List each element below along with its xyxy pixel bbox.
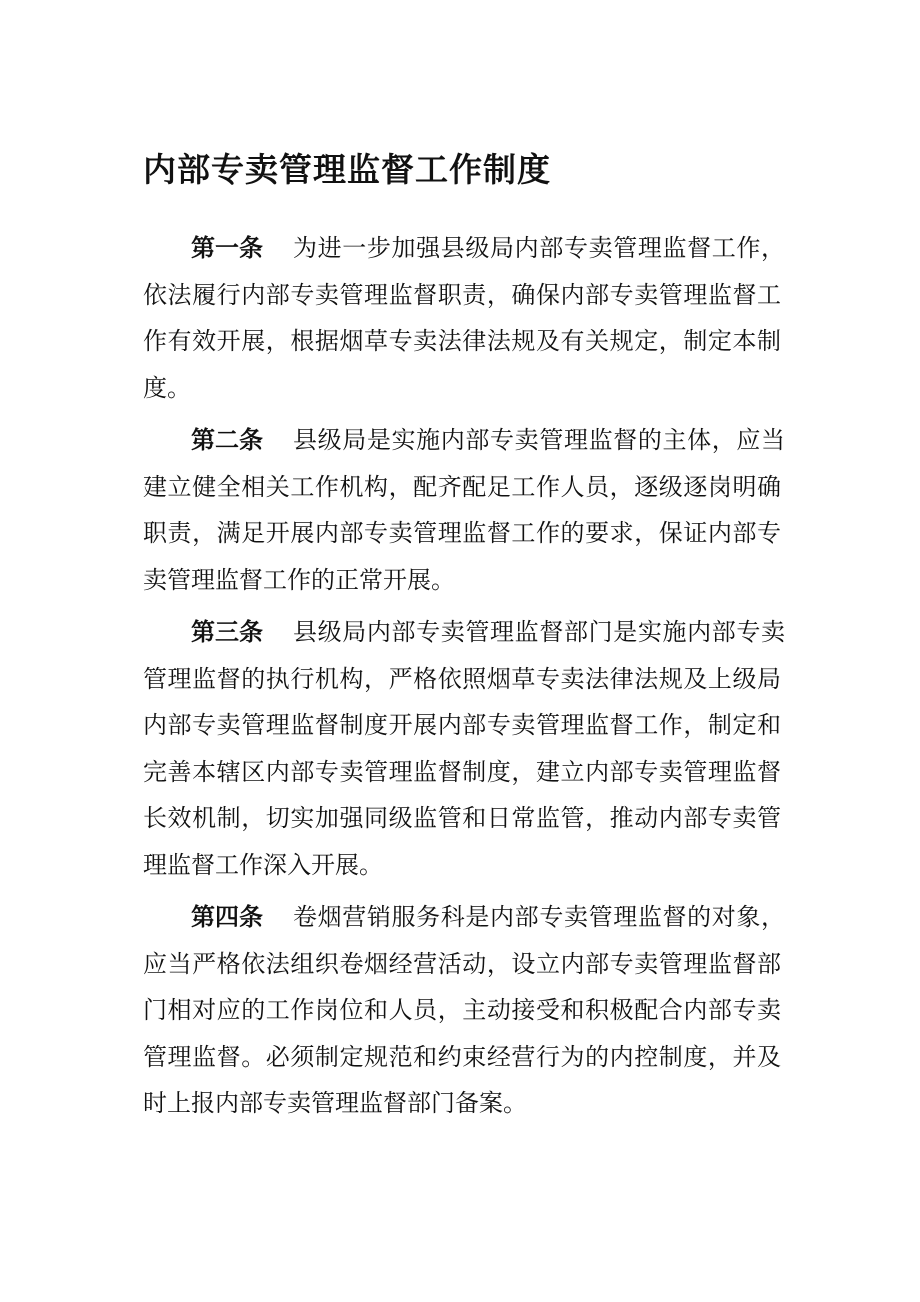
article-text-line: 职责，满足开展内部专卖管理监督工作的要求，保证内部专	[143, 519, 781, 547]
article-number: 第三条	[191, 618, 263, 646]
article-text-line: 时上报内部专卖管理监督部门备案。	[143, 1089, 527, 1117]
article-paragraph	[143, 417, 785, 603]
article-text-line: 县级局内部专卖管理监督部门是实施内部专卖	[293, 618, 785, 646]
article-text-line: 长效机制，切实加强同级监管和日常监管，推动内部专卖管	[143, 804, 781, 832]
article-paragraph	[143, 894, 785, 1127]
article-first-line	[143, 417, 785, 464]
article-text-line: 门相对应的工作岗位和人员，主动接受和积极配合内部专卖	[143, 996, 781, 1024]
article-text-line: 度。	[143, 373, 191, 402]
article-text-line: 内部专卖管理监督制度开展内部专卖管理监督工作，制定和	[143, 711, 781, 739]
article-text-line: 卷烟营销服务科是内部专卖管理监督的对象，	[293, 903, 785, 931]
article-text-line: 卖管理监督工作的正常开展。	[143, 565, 455, 594]
article-text-line: 应当严格依法组织卷烟经营活动，设立内部专卖管理监督部	[143, 949, 781, 978]
article-text-line: 管理监督的执行机构，严格依照烟草专卖法律法规及上级局	[143, 664, 781, 693]
article-number: 第一条	[191, 234, 263, 262]
article-text-line: 管理监督。必须制定规范和约束经营行为的内控制度，并及	[143, 1042, 781, 1071]
article-text-line: 建立健全相关工作机构，配齐配足工作人员，逐级逐岗明确	[143, 472, 781, 501]
article-first-line	[143, 894, 785, 941]
article-first-line	[143, 609, 785, 656]
article-first-line	[143, 225, 785, 272]
article-paragraph	[143, 609, 785, 888]
article-text-line: 县级局是实施内部专卖管理监督的主体，应当	[293, 426, 785, 454]
document-body	[143, 225, 785, 1133]
article-text-line: 依法履行内部专卖管理监督职责，确保内部专卖管理监督工	[143, 280, 781, 309]
article-text-line: 完善本辖区内部专卖管理监督制度，建立内部专卖管理监督	[143, 757, 781, 786]
article-paragraph	[143, 225, 785, 411]
article-number: 第二条	[191, 426, 263, 454]
article-number: 第四条	[191, 903, 263, 931]
document-title: 内部专卖管理监督工作制度	[143, 150, 551, 189]
article-text-line: 作有效开展，根据烟草专卖法律法规及有关规定，制定本制	[143, 327, 781, 355]
article-text-line: 为进一步加强县级局内部专卖管理监督工作，	[293, 234, 785, 262]
article-text-line: 理监督工作深入开展。	[143, 850, 383, 879]
